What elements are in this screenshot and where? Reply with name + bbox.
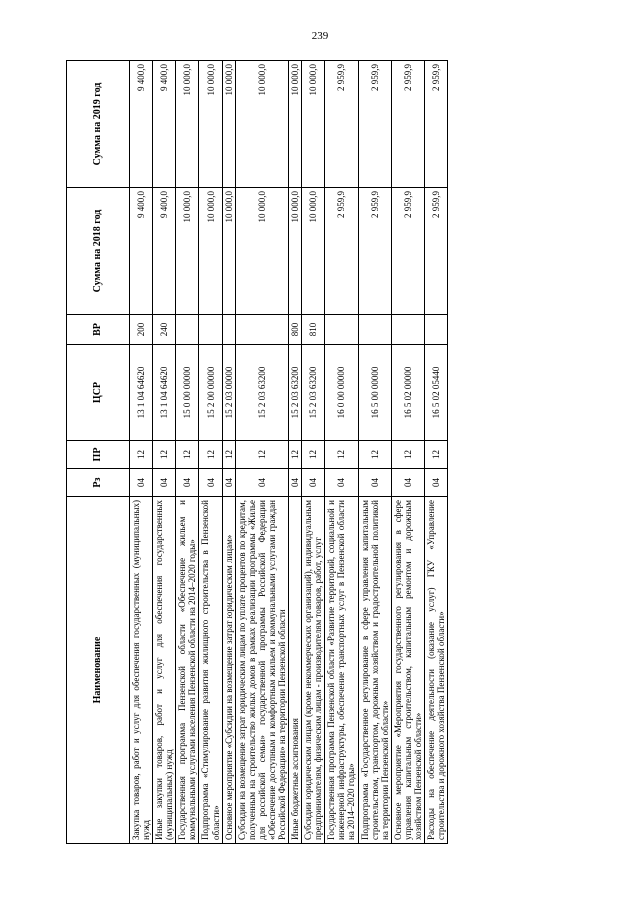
cell-name: Подпрограмма «Стимулирование развития жилищного строительства в Пензенской области»	[199, 497, 222, 844]
cell-pr: 12	[289, 441, 302, 469]
cell-vr	[391, 315, 424, 345]
cell-pr: 12	[130, 441, 153, 469]
cell-csr: 16 5 02 05440	[425, 345, 448, 441]
table-row	[391, 61, 424, 844]
table-row	[153, 61, 176, 844]
cell-sum-2019: 2 959,9	[391, 61, 424, 188]
cell-csr: 15 2 03 63200	[302, 345, 325, 441]
table-row	[425, 61, 448, 844]
cell-sum-2018: 10 000,0	[199, 188, 222, 315]
table-row	[302, 61, 325, 844]
cell-rz: 04	[358, 469, 391, 497]
cell-name: Основное мероприятие «Мероприятия государственного регулирования в сфере управления капитальным строительством, капитальным ремонтом и дорожным хозяйством Пензенской области»	[391, 497, 424, 844]
cell-sum-2019: 9 400,0	[130, 61, 153, 188]
cell-sum-2018: 10 000,0	[302, 188, 325, 315]
cell-pr: 12	[391, 441, 424, 469]
cell-vr: 800	[289, 315, 302, 345]
cell-name: Государственная программа Пензенской области «Обеспечение жильем и коммунальными услугами населения Пензенской области на 2014–2020 годы»	[176, 497, 199, 844]
cell-pr: 12	[153, 441, 176, 469]
cell-name: Расходы на обеспечение деятельности (оказание услуг) ГКУ «Управление строительства и дорожного хозяйства Пензенской области»	[425, 497, 448, 844]
table-row	[235, 61, 288, 844]
cell-sum-2019: 10 000,0	[176, 61, 199, 188]
cell-sum-2019: 10 000,0	[289, 61, 302, 188]
table-header-row	[67, 61, 130, 844]
cell-rz: 04	[325, 469, 358, 497]
cell-sum-2018: 2 959,9	[325, 188, 358, 315]
header-sum-2019: Сумма на 2019 год	[67, 61, 130, 188]
cell-name: Субсидии юридическим лицам (кроме некоммерческих организаций), индивидуальным предпринимателям, физическим лицам - производителям товаров, работ, услуг	[302, 497, 325, 844]
header-pr: ПР	[67, 441, 130, 469]
cell-vr	[199, 315, 222, 345]
table-row	[358, 61, 391, 844]
cell-csr: 13 1 04 64620	[153, 345, 176, 441]
header-sum-2018: Сумма на 2018 год	[67, 188, 130, 315]
cell-rz: 04	[302, 469, 325, 497]
cell-rz: 04	[176, 469, 199, 497]
cell-csr: 15 2 03 63200	[235, 345, 288, 441]
table-row	[289, 61, 302, 844]
cell-sum-2018: 10 000,0	[222, 188, 235, 315]
table-row	[176, 61, 199, 844]
cell-vr: 200	[130, 315, 153, 345]
cell-sum-2019: 10 000,0	[199, 61, 222, 188]
cell-name: Подпрограмма «Государственное регулирование в сфере управления капитальным строительством, транспортом, дорожным хозяйством и градостроительной политикой на территории Пензенской области»	[358, 497, 391, 844]
header-vr: ВР	[67, 315, 130, 345]
cell-rz: 04	[289, 469, 302, 497]
cell-rz: 04	[391, 469, 424, 497]
cell-sum-2019: 10 000,0	[235, 61, 288, 188]
table-row	[325, 61, 358, 844]
rotated-page-content	[66, 61, 558, 844]
cell-sum-2018: 2 959,9	[425, 188, 448, 315]
cell-sum-2019: 10 000,0	[222, 61, 235, 188]
cell-pr: 12	[325, 441, 358, 469]
cell-csr: 16 5 00 00000	[358, 345, 391, 441]
cell-csr: 15 2 00 00000	[199, 345, 222, 441]
table-row	[222, 61, 235, 844]
header-csr: ЦСР	[67, 345, 130, 441]
cell-pr: 12	[176, 441, 199, 469]
cell-vr	[222, 315, 235, 345]
cell-sum-2019: 9 400,0	[153, 61, 176, 188]
cell-csr: 15 0 00 00000	[176, 345, 199, 441]
cell-vr	[325, 315, 358, 345]
cell-sum-2018: 9 400,0	[153, 188, 176, 315]
cell-rz: 04	[153, 469, 176, 497]
cell-rz: 04	[199, 469, 222, 497]
cell-pr: 12	[235, 441, 288, 469]
cell-name: Государственная программа Пензенской области «Развитие территорий, социальной и инженерной инфраструктуры, обеспечение транспортных услуг в Пензенской области на 2014–2020 годы»	[325, 497, 358, 844]
cell-pr: 12	[302, 441, 325, 469]
cell-sum-2019: 2 959,9	[325, 61, 358, 188]
cell-name: Закупка товаров, работ и услуг для обеспечения государственных (муниципальных) нужд	[130, 497, 153, 844]
cell-name: Субсидии на возмещение затрат юридическим лицам по уплате процентов по кредитам, полученным на строительство жилых домов в рамках реализации программы «Жилье для российской семьи» государственной программы Российской Федерации «Обеспечение доступным и комфортным жильем и коммунальными услугами граждан Российской Федерации» на территории Пензенской области	[235, 497, 288, 844]
cell-sum-2018: 2 959,9	[391, 188, 424, 315]
cell-csr: 16 0 00 00000	[325, 345, 358, 441]
cell-vr	[358, 315, 391, 345]
cell-csr: 15 2 03 00000	[222, 345, 235, 441]
cell-vr	[176, 315, 199, 345]
cell-vr	[235, 315, 288, 345]
cell-sum-2019: 2 959,9	[425, 61, 448, 188]
cell-csr: 13 1 04 64620	[130, 345, 153, 441]
cell-sum-2018: 10 000,0	[289, 188, 302, 315]
budget-table	[66, 60, 448, 844]
cell-name: Иные бюджетные ассигнования	[289, 497, 302, 844]
cell-sum-2018: 10 000,0	[176, 188, 199, 315]
cell-pr: 12	[358, 441, 391, 469]
cell-csr: 15 2 03 63200	[289, 345, 302, 441]
cell-pr: 12	[222, 441, 235, 469]
cell-vr: 810	[302, 315, 325, 345]
cell-rz: 04	[130, 469, 153, 497]
table-row	[199, 61, 222, 844]
cell-csr: 16 5 02 00000	[391, 345, 424, 441]
cell-sum-2018: 10 000,0	[235, 188, 288, 315]
cell-name: Иные закупки товаров, работ и услуг для обеспечения государственных (муниципальных) нужд	[153, 497, 176, 844]
cell-rz: 04	[222, 469, 235, 497]
table-row	[130, 61, 153, 844]
cell-sum-2018: 2 959,9	[358, 188, 391, 315]
page-number: 239	[311, 30, 329, 42]
header-rz: Рз	[67, 469, 130, 497]
cell-name: Основное мероприятие «Субсидии на возмещение затрат юридическим лицам»	[222, 497, 235, 844]
cell-sum-2019: 10 000,0	[302, 61, 325, 188]
header-name: Наименование	[67, 497, 130, 844]
cell-vr	[425, 315, 448, 345]
cell-sum-2018: 9 400,0	[130, 188, 153, 315]
cell-pr: 12	[425, 441, 448, 469]
cell-rz: 04	[425, 469, 448, 497]
cell-pr: 12	[199, 441, 222, 469]
cell-rz: 04	[235, 469, 288, 497]
cell-sum-2019: 2 959,9	[358, 61, 391, 188]
cell-vr: 240	[153, 315, 176, 345]
